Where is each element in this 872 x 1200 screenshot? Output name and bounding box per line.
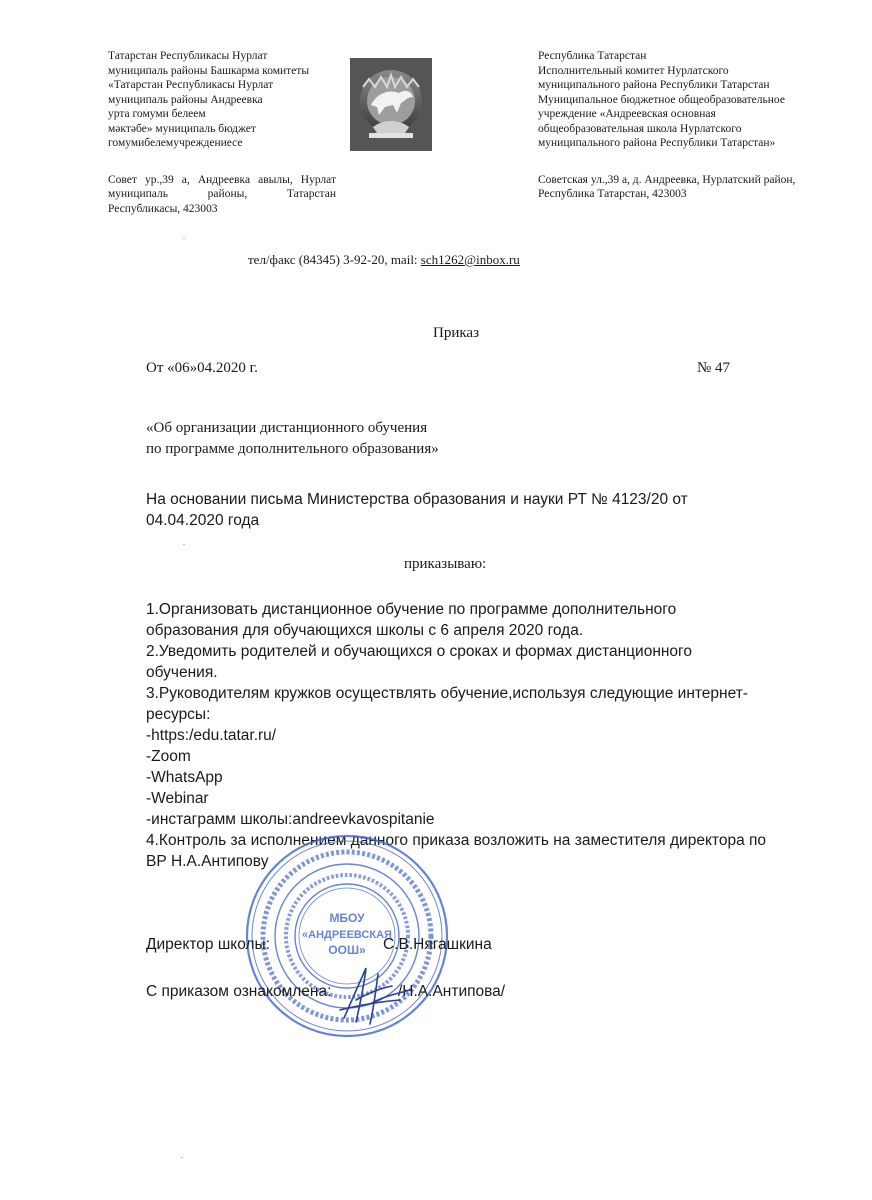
header-left-line: муниципаль районы Андреевка	[108, 93, 263, 106]
stamp-center-line: «АНДРЕЕВСКАЯ	[302, 929, 392, 941]
scan-speck	[181, 1157, 183, 1158]
document-title: Приказ	[433, 325, 480, 341]
stamp-center-line: МБОУ	[329, 911, 365, 925]
tatarstan-coat-of-arms-icon	[349, 57, 433, 152]
header-left-block	[108, 49, 336, 216]
order-item-line: 1.Организовать дистанционное обучение по программе дополнительного	[146, 601, 677, 618]
phone-fax-text: тел/факс (84345) 3-92-20, mail:	[248, 252, 421, 267]
header-right-address-line: Советская ул.,39 а, д. Андреевка, Нурлатский район,	[538, 173, 796, 186]
order-item-line: -https:/edu.tatar.ru/	[146, 727, 277, 744]
order-item-line: 4.Контроль за исполнением данного приказа возложить на заместителя директора по	[146, 832, 767, 849]
header-left-line: мәктәбе» муниципаль бюджет	[108, 122, 256, 135]
basis-line: 04.04.2020 года	[146, 512, 260, 529]
header-right-address-line: Республика Татарстан, 423003	[538, 188, 687, 200]
handwritten-signature	[330, 960, 420, 1030]
header-right-line: Муниципальное бюджетное общеобразовательное	[538, 93, 785, 106]
order-item-line: -инстаграмм школы:andreevkavospitanie	[146, 811, 435, 828]
order-item-line: -Zoom	[146, 748, 191, 765]
header-right-line: общеобразовательная школа Нурлатского	[538, 122, 742, 135]
contact-line	[248, 252, 520, 268]
order-item-line: 2.Уведомить родителей и обучающихся о сроках и формах дистанционного	[146, 643, 692, 660]
order-item-line: обучения.	[146, 664, 218, 681]
acknowledged-label: С приказом ознакомлена:	[146, 983, 332, 1000]
scan-speck	[183, 238, 185, 239]
header-right-address	[538, 173, 838, 202]
email-link[interactable]: sch1262@inbox.ru	[420, 252, 520, 267]
header-left-line: урта гомуми белеем	[108, 108, 206, 120]
order-word: приказываю:	[404, 556, 487, 572]
order-item-line: ВР Н.А.Антипову	[146, 853, 269, 870]
header-left-line: муниципаль районы Башкарма комитеты	[108, 64, 310, 77]
header-right-line: учреждение «Андреевская основная	[538, 108, 716, 120]
header-right-line: Республика Татарстан	[538, 50, 647, 62]
director-name: С.В.Нягашкина	[383, 936, 492, 953]
acknowledged-name: /Н.А.Антипова/	[398, 983, 506, 1000]
header-left-line: гомумибелемучреждениесе	[108, 137, 243, 149]
order-item-line: 3.Руководителям кружков осуществлять обучение,используя следующие интернет-	[146, 685, 748, 702]
basis-line: На основании письма Министерства образования и науки РТ № 4123/20 от	[146, 491, 688, 508]
document-date: От «06»04.2020 г.	[146, 360, 258, 376]
subject-line: по программе дополнительного образования»	[146, 441, 439, 457]
acknowledged-row	[146, 983, 506, 1001]
stamp-center-line: ООШ»	[328, 943, 366, 957]
header-left-line: «Татарстан Республикасы Нурлат	[108, 79, 274, 91]
order-items	[146, 599, 786, 872]
document-basis	[146, 489, 736, 531]
document-subject	[146, 418, 439, 460]
director-label: Директор школы:	[146, 936, 270, 953]
header-right-block	[538, 49, 838, 202]
subject-line: «Об организации дистанционного обучения	[146, 420, 428, 436]
header-right-line: муниципального района Республики Татарстан»	[538, 137, 776, 149]
header-left-address: Совет ур.,39 а, Андреевка авылы, Нурлат муниципаль районы, Татарстан Республикасы, 423003	[108, 173, 336, 215]
document-number: № 47	[697, 360, 731, 376]
order-item-line: образования для обучающихся школы с 6 апреля 2020 года.	[146, 622, 584, 639]
header-right-line: муниципального района Республики Татарстан	[538, 79, 770, 91]
order-item-line: -WhatsApp	[146, 769, 223, 786]
order-item-line: ресурсы:	[146, 706, 211, 723]
header-right-line: Исполнительный комитет Нурлатского	[538, 64, 729, 77]
scan-speck	[183, 544, 185, 545]
header-left-line: Татарстан Республикасы Нурлат	[108, 50, 268, 62]
order-item-line: -Webinar	[146, 790, 209, 807]
